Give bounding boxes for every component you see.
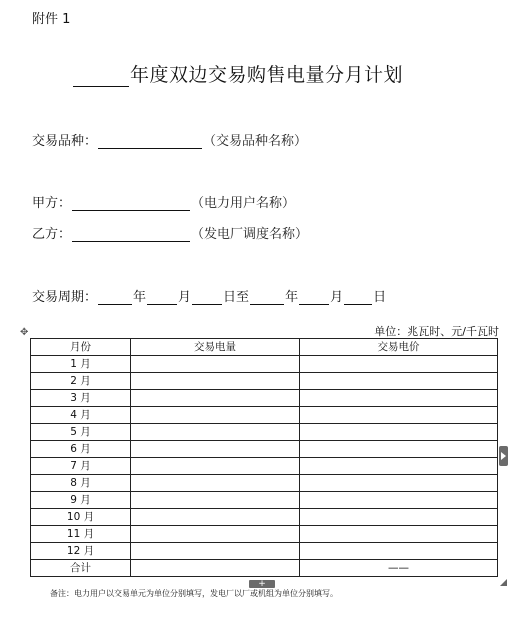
price-cell[interactable] [300,509,498,526]
table-row [31,424,498,441]
page-title [72,60,403,87]
table-row [31,390,498,407]
end-year-blank[interactable] [250,291,284,305]
table-row [31,492,498,509]
month-cell: 1 月 [31,356,131,373]
header-volume: 交易电量 [131,339,300,356]
start-day-blank[interactable] [192,291,222,305]
attachment-label: 附件 1 [32,12,71,27]
party-b-hint: （发电厂调度名称） [191,227,309,242]
price-cell[interactable] [300,543,498,560]
volume-cell[interactable] [131,390,300,407]
month-cell: 7 月 [31,458,131,475]
start-year-unit: 年 [133,290,147,305]
product-hint: （交易品种名称） [203,134,308,149]
table-total-row [31,560,498,577]
price-cell[interactable] [300,441,498,458]
end-day-blank[interactable] [344,291,372,305]
volume-cell[interactable] [131,458,300,475]
remark-note: 备注：电力用户以交易单元为单位分别填写，发电厂以厂或机组为单位分别填写。 [50,589,338,598]
start-year-blank[interactable] [98,291,132,305]
price-cell[interactable] [300,526,498,543]
month-cell: 8 月 [31,475,131,492]
insert-column-icon[interactable] [499,446,508,466]
unit-label: 单位：兆瓦时、元/千瓦时 [374,325,499,338]
table-row [31,441,498,458]
insert-row-icon[interactable]: + [249,580,275,588]
period-field [32,286,386,305]
table-row [31,373,498,390]
header-price: 交易电价 [300,339,498,356]
month-cell: 4 月 [31,407,131,424]
table-row [31,543,498,560]
party-a-hint: （电力用户名称） [191,196,296,211]
start-day-unit: 日至 [223,290,250,305]
month-cell: 2 月 [31,373,131,390]
period-label: 交易周期： [32,290,98,305]
start-month-blank[interactable] [147,291,177,305]
start-month-unit: 月 [178,290,192,305]
table-row [31,458,498,475]
month-cell: 10 月 [31,509,131,526]
party-a-label: 甲方： [32,196,72,211]
title-text: 年度双边交易购售电量分月计划 [130,64,404,86]
volume-cell[interactable] [131,424,300,441]
header-month: 月份 [31,339,131,356]
price-cell[interactable] [300,373,498,390]
title-year-blank[interactable] [73,67,129,87]
total-label-cell: 合计 [31,560,131,577]
table-resize-icon[interactable] [500,579,507,586]
price-cell[interactable] [300,424,498,441]
product-field [32,130,307,149]
month-cell: 11 月 [31,526,131,543]
monthly-plan-table [30,338,498,577]
price-cell[interactable] [300,492,498,509]
volume-cell[interactable] [131,509,300,526]
total-volume-cell[interactable] [131,560,300,577]
end-day-unit: 日 [373,290,387,305]
party-b-field [32,223,308,242]
month-cell: 6 月 [31,441,131,458]
end-month-blank[interactable] [299,291,329,305]
volume-cell[interactable] [131,441,300,458]
table-row [31,509,498,526]
party-b-label: 乙方： [32,227,72,242]
month-cell: 5 月 [31,424,131,441]
end-month-unit: 月 [330,290,344,305]
table-move-handle-icon[interactable]: ✥ [20,327,29,338]
party-a-field [32,192,295,211]
volume-cell[interactable] [131,475,300,492]
volume-cell[interactable] [131,356,300,373]
table-row [31,407,498,424]
month-cell: 9 月 [31,492,131,509]
price-cell[interactable] [300,390,498,407]
volume-cell[interactable] [131,492,300,509]
table-header-row [31,339,498,356]
price-cell[interactable] [300,407,498,424]
party-b-blank[interactable] [72,228,190,242]
end-year-unit: 年 [285,290,299,305]
volume-cell[interactable] [131,373,300,390]
table-row [31,526,498,543]
price-cell[interactable] [300,356,498,373]
party-a-blank[interactable] [72,197,190,211]
volume-cell[interactable] [131,407,300,424]
month-cell: 3 月 [31,390,131,407]
product-blank[interactable] [98,135,202,149]
volume-cell[interactable] [131,526,300,543]
price-cell[interactable] [300,475,498,492]
total-price-cell: —— [300,560,498,577]
month-cell: 12 月 [31,543,131,560]
table-row [31,356,498,373]
table-row [31,475,498,492]
price-cell[interactable] [300,458,498,475]
volume-cell[interactable] [131,543,300,560]
product-label: 交易品种： [32,134,98,149]
